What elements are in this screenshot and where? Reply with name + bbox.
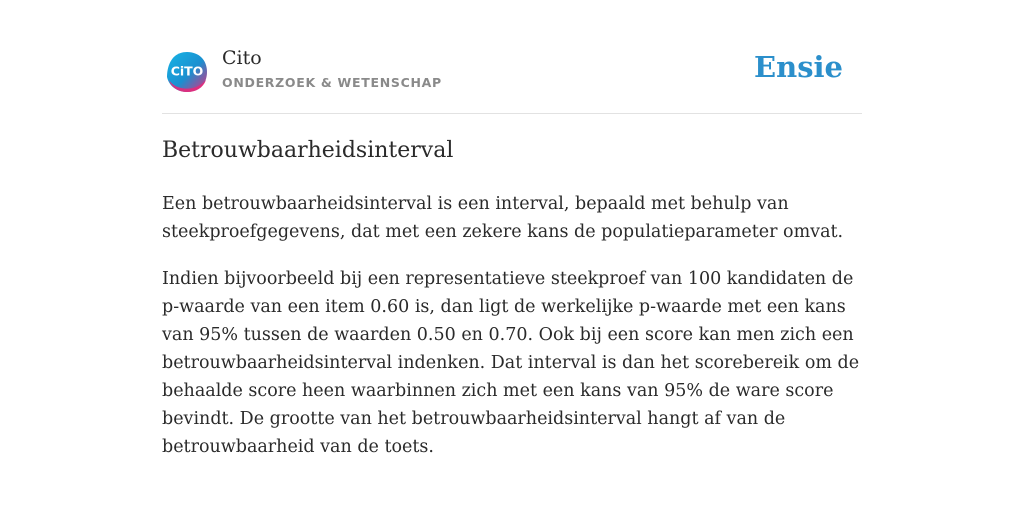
cito-logo-icon[interactable] (165, 50, 209, 94)
article-paragraph: Een betrouwbaarheidsinterval is een interval, bepaald met behulp van steekproefgegevens, dat met een zekere kans de populatieparameter omvat. (162, 194, 844, 242)
org-name[interactable]: Cito (222, 47, 262, 69)
header (162, 44, 862, 114)
article-paragraph: Indien bijvoorbeeld bij een representatieve steekproef van 100 kandidaten de p-waarde van een item 0.60 is, dan ligt de werkelijke p-waarde met een kans van 95% tussen de waarden 0.50 en 0.70. Ook bij een score kan men zich een betrouwbaarheidsinterval indenken. Dat interval is dan het scorebereik om de behaalde score heen waarbinnen zich met een kans van 95% de ware score bevindt. De grootte van het betrouwbaarheidsinterval hangt af van de betrouwbaarheid van de toets. (162, 269, 860, 457)
article-body (162, 190, 862, 480)
article-title: Betrouwbaarheidsinterval (162, 138, 454, 163)
header-divider (162, 113, 862, 114)
logo-text: CiTO (170, 63, 204, 79)
brand-logo[interactable]: Ensie (754, 50, 843, 84)
org-subtitle: ONDERZOEK & WETENSCHAP (222, 75, 442, 90)
